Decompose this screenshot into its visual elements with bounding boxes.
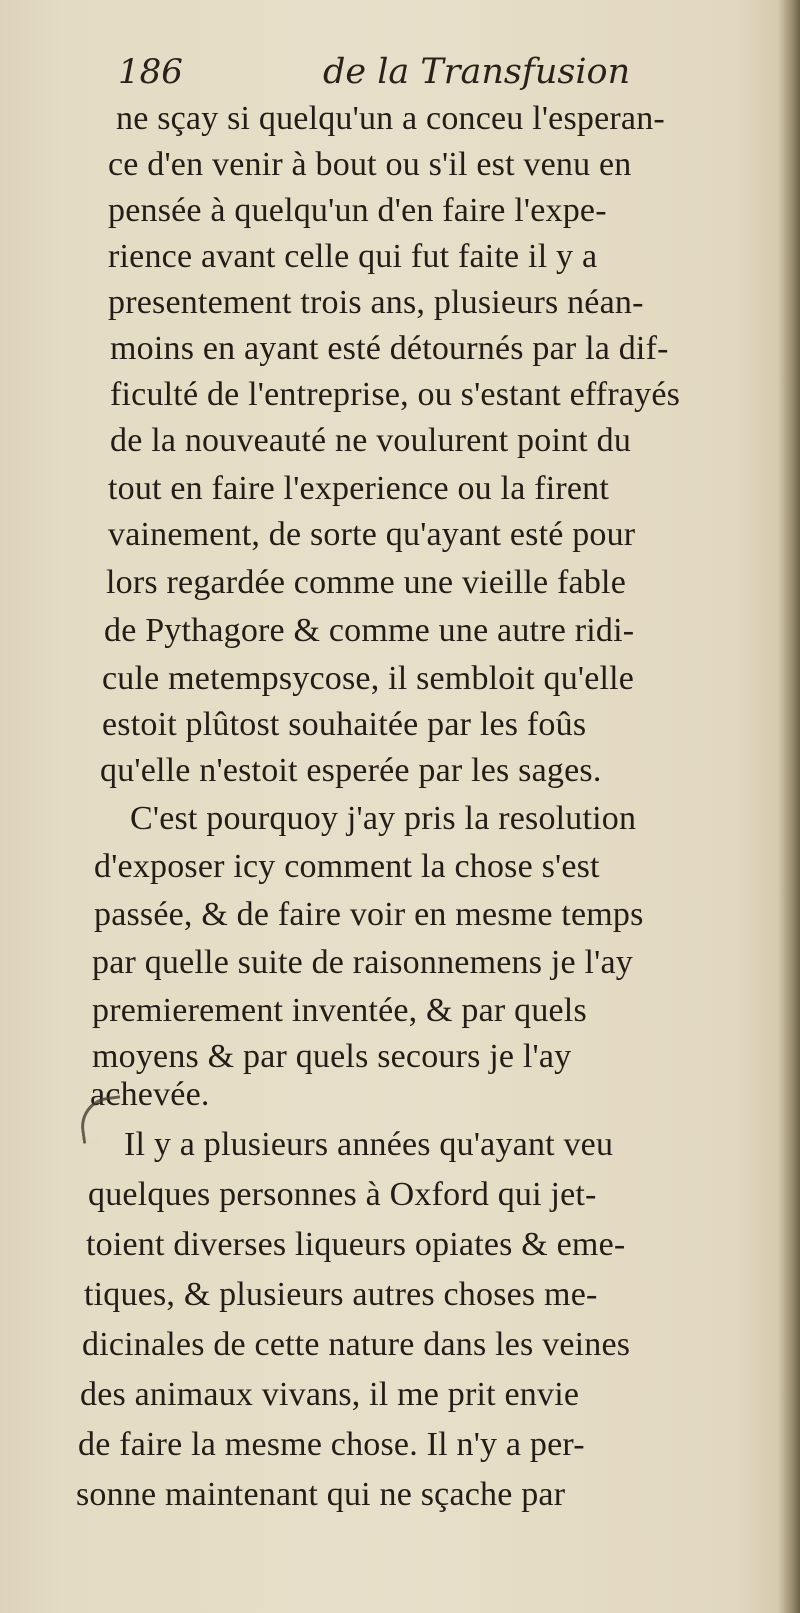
text-line: moins en ayant esté détournés par la dif- (110, 330, 669, 367)
text-line: premierement inventée, & par quels (92, 992, 587, 1029)
text-line: toient diverses liqueurs opiates & eme- (86, 1226, 626, 1263)
text-line: par quelle suite de raisonnemens je l'ay (92, 944, 633, 981)
text-line: Il y a plusieurs années qu'ayant veu (124, 1126, 614, 1163)
text-line: estoit plûtost souhaitée par les foûs (102, 706, 587, 743)
text-line: sonne maintenant qui ne sçache par (76, 1476, 566, 1513)
text-line: d'exposer icy comment la chose s'est (94, 848, 600, 885)
text-line: qu'elle n'estoit esperée par les sages. (100, 752, 602, 789)
text-line: des animaux vivans, il me prit envie (80, 1376, 580, 1413)
page-number: 186 (118, 52, 183, 92)
paragraph-mark (77, 1095, 126, 1144)
text-line: moyens & par quels secours je l'ay (92, 1038, 572, 1075)
text-line: achevée. (90, 1076, 210, 1113)
text-line: passée, & de faire voir en mesme temps (94, 896, 644, 933)
text-line: C'est pourquoy j'ay pris la resolution (130, 800, 637, 837)
text-line: presentement trois ans, plusieurs néan- (108, 284, 644, 321)
text-line: ficulté de l'entreprise, ou s'estant effrayés (110, 376, 681, 413)
running-title: de la Transfusion (323, 52, 631, 92)
text-line: ne sçay si quelqu'un a conceu l'esperan- (116, 100, 665, 137)
text-line: de faire la mesme chose. Il n'y a per- (78, 1426, 585, 1463)
text-line: vainement, de sorte qu'ayant esté pour (108, 516, 636, 553)
text-line: de la nouveauté ne voulurent point du (110, 422, 632, 459)
text-line: cule metempsycose, il sembloit qu'elle (102, 660, 635, 697)
text-line: rience avant celle qui fut faite il y a (108, 238, 598, 275)
text-line: de Pythagore & comme une autre ridi- (104, 612, 635, 649)
page-gutter-shadow (778, 0, 800, 1613)
text-line: dicinales de cette nature dans les veines (82, 1326, 631, 1363)
text-line: tout en faire l'experience ou la firent (108, 470, 610, 507)
text-line: ce d'en venir à bout ou s'il est venu en (108, 146, 632, 183)
page-header (118, 52, 638, 102)
text-line: quelques personnes à Oxford qui jet- (88, 1176, 597, 1213)
text-line: tiques, & plusieurs autres choses me- (84, 1276, 598, 1313)
text-line: pensée à quelqu'un d'en faire l'expe- (108, 192, 607, 229)
text-line: lors regardée comme une vieille fable (106, 564, 626, 601)
